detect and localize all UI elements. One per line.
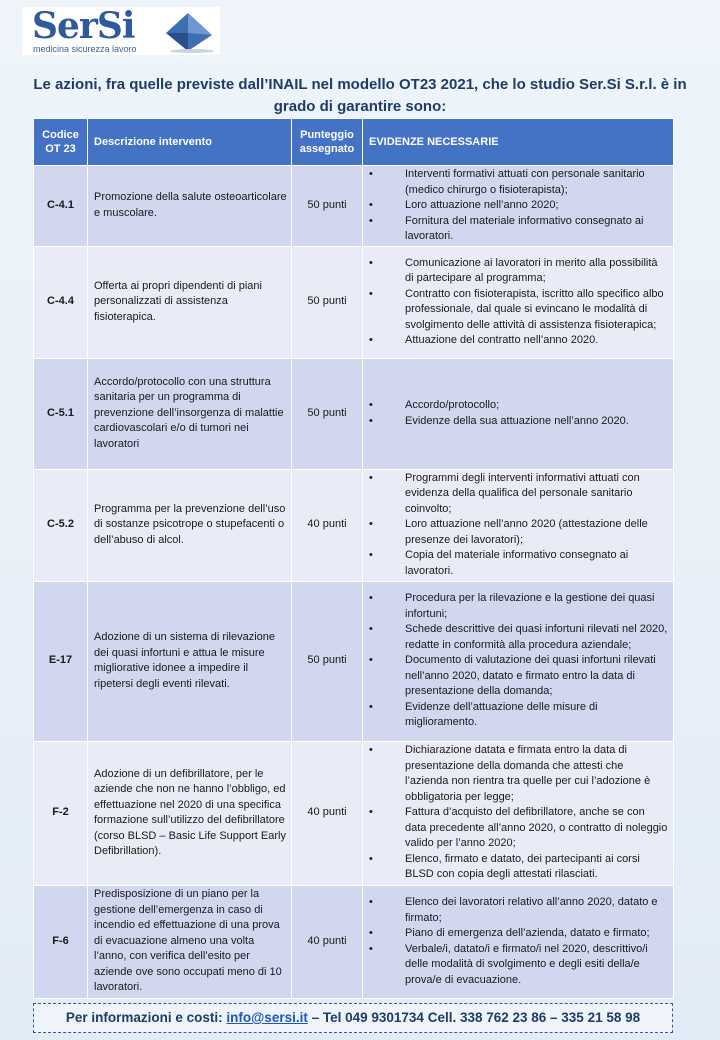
header-evidence: EVIDENZE NECESSARIE — [363, 119, 674, 166]
row-evidence — [363, 358, 674, 469]
row-points: 50 punti — [292, 166, 363, 247]
evidence-item: • Loro attuazione nell’anno 2020 (attestazione delle presenze dei lavoratori); — [369, 517, 669, 548]
evidence-item: • Interventi formativi attuati con personale sanitario (medico chirurgo o fisioterapista); — [369, 167, 669, 198]
evidence-item: • Fornitura del materiale informativo consegnato ai lavoratori. — [369, 214, 669, 245]
row-evidence — [363, 246, 674, 358]
diamond-logo-icon — [162, 11, 214, 53]
table-row — [34, 469, 674, 581]
evidence-item: • Comunicazione ai lavoratori in merito alla possibilità di partecipare al programma; — [369, 256, 669, 287]
evidence-item: • Dichiarazione datata e firmata entro la data di presentazione della domanda che attesti che l’azienda non rientra tra quelle per cui l’adozione è obbligatoria per legge; — [369, 743, 669, 805]
row-code: C-4.1 — [34, 166, 88, 247]
evidence-item: • Evidenze della sua attuazione nell’anno 2020. — [369, 414, 669, 430]
row-evidence — [363, 166, 674, 247]
row-code: C-4.4 — [34, 246, 88, 358]
evidence-list — [369, 398, 669, 429]
row-points: 40 punti — [292, 885, 363, 998]
evidence-item: • Fattura d’acquisto del defibrillatore, anche se con data precedente all’anno 2020, o contratto di noleggio valido per l’anno 2020; — [369, 805, 669, 852]
logo-wordmark: SerSi — [32, 5, 135, 47]
evidence-list — [369, 256, 669, 349]
evidence-item: • Schede descrittive dei quasi infortuni rilevati nel 2020, redatte in conformità alla procedura aziendale; — [369, 622, 669, 653]
row-description: Offerta ai propri dipendenti di piani personalizzati di assistenza fisioterapica. — [88, 246, 292, 358]
table-row — [34, 246, 674, 358]
row-description: Promozione della salute osteoarticolare e muscolare. — [88, 166, 292, 247]
evidence-list — [369, 895, 669, 988]
evidence-item: • Programmi degli interventi informativi attuati con evidenza della qualifica del personale sanitario coinvolto; — [369, 471, 669, 518]
evidence-item: • Copia del materiale informativo consegnato ai lavoratori. — [369, 548, 669, 579]
row-evidence — [363, 741, 674, 885]
row-points: 50 punti — [292, 246, 363, 358]
footer-phone-numbers: – Tel 049 9301734 Cell. 338 762 23 86 – 335 21 58 98 — [307, 1010, 641, 1025]
row-points: 50 punti — [292, 581, 363, 741]
table-row — [34, 741, 674, 885]
evidence-item: • Piano di emergenza dell’azienda, datato e firmato; — [369, 926, 669, 942]
logo-tagline: medicina sicurezza lavoro — [33, 44, 137, 54]
evidence-list — [369, 743, 669, 883]
table-row — [34, 581, 674, 741]
row-code: F-6 — [34, 885, 88, 998]
row-points: 50 punti — [292, 358, 363, 469]
email-link[interactable]: info@sersi.it — [226, 1010, 308, 1025]
row-evidence — [363, 885, 674, 998]
contact-footer — [33, 1003, 673, 1033]
evidence-item: • Documento di valutazione dei quasi infortuni rilevati nell’anno 2020, datato e firmato entro la data di presentazione della domanda; — [369, 653, 669, 700]
evidence-item: • Loro attuazione nell’anno 2020; — [369, 198, 669, 214]
evidence-item: • Evidenze dell’attuazione delle misure di miglioramento. — [369, 700, 669, 731]
header-description: Descrizione intervento — [88, 119, 292, 166]
header-points: Punteggio assegnato — [292, 119, 363, 166]
logo — [22, 7, 220, 55]
actions-table — [33, 118, 674, 999]
row-code: C-5.1 — [34, 358, 88, 469]
row-evidence — [363, 581, 674, 741]
evidence-item: • Procedura per la rilevazione e la gestione dei quasi infortuni; — [369, 591, 669, 622]
row-points: 40 punti — [292, 469, 363, 581]
evidence-item: • Accordo/protocollo; — [369, 398, 669, 414]
row-code: F-2 — [34, 741, 88, 885]
row-description: Adozione di un defibrillatore, per le aziende che non ne hanno l’obbligo, ed effettuazione nel 2020 di una specifica formazione sull’utilizzo del defibrillatore (corso BLSD – Basic Life Support Early Defibrillation). — [88, 741, 292, 885]
row-code: E-17 — [34, 581, 88, 741]
table-row — [34, 166, 674, 247]
page-headline: Le azioni, fra quelle previste dall’INAIL nel modello OT23 2021, che lo studio Ser.Si S.r.l. è in grado di garantire sono: — [33, 76, 687, 115]
table-row — [34, 358, 674, 469]
evidence-item: • Contratto con fisioterapista, iscritto allo specifico albo professionale, dal quale si evincano le modalità di svolgimento delle attività di assistenza fisioterapica; — [369, 287, 669, 334]
evidence-item: • Verbale/i, datato/i e firmato/i nel 2020, descrittivo/i delle modalità di svolgimento e degli esiti della/e prova/e di evacuazione. — [369, 942, 669, 989]
row-points: 40 punti — [292, 741, 363, 885]
evidence-list — [369, 471, 669, 580]
row-description: Programma per la prevenzione dell’uso di sostanze psicotrope o stupefacenti o dell’abuso di alcol. — [88, 469, 292, 581]
header-code: Codice OT 23 — [34, 119, 88, 166]
row-code: C-5.2 — [34, 469, 88, 581]
table-row — [34, 885, 674, 998]
row-evidence — [363, 469, 674, 581]
evidence-list — [369, 167, 669, 245]
evidence-list — [369, 591, 669, 731]
row-description: Accordo/protocollo con una struttura sanitaria per un programma di prevenzione dell’insorgenza di malattie cardiovascolari e/o di tumori nei lavoratori — [88, 358, 292, 469]
row-description: Predisposizione di un piano per la gestione dell’emergenza in caso di incendio ed effettuazione di una prova di evacuazione almeno una volta l’anno, con verifica dell’esito per aziende ove sono occupati meno di 10 lavoratori. — [88, 885, 292, 998]
evidence-item: • Elenco dei lavoratori relativo all’anno 2020, datato e firmato; — [369, 895, 669, 926]
table-header-row — [34, 119, 674, 166]
row-description: Adozione di un sistema di rilevazione dei quasi infortuni e attua le misure migliorative idonee a impedire il ripetersi degli eventi rilevati. — [88, 581, 292, 741]
evidence-item: • Attuazione del contratto nell’anno 2020. — [369, 333, 669, 349]
evidence-item: • Elenco, firmato e datato, dei partecipanti ai corsi BLSD con copia degli attestati rilasciati. — [369, 852, 669, 883]
footer-prefix: Per informazioni e costi: — [65, 1010, 227, 1025]
